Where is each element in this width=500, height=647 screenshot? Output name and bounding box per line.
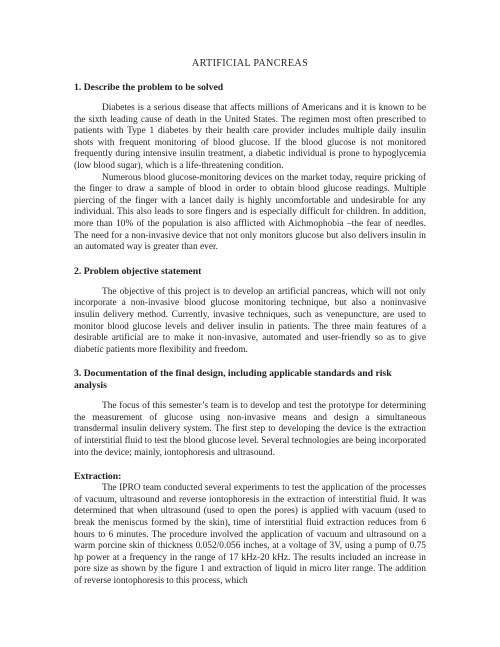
document-title: ARTIFICIAL PANCREAS: [191, 58, 309, 69]
extraction-heading: Extraction:: [74, 471, 122, 483]
section-2: [74, 266, 426, 357]
extraction-section: [74, 471, 426, 587]
section-1-paragraph-1: Diabetes is a serious disease that affects millions of Americans and it is known to be the sixth leading cause of death in the United States. The regimen most often prescribed to patients with Type 1 diabetes by their health care provider includes multiple daily insulin shots with frequent monitoring of blood glucose. If the blood glucose is not monitored frequently during intensive insulin treatment, a diabetic individual is prone to hypoglycemia (low blood sugar), which is a life-threatening condition.: [74, 103, 426, 171]
section-2-heading: 2. Problem objective statement: [74, 265, 202, 277]
section-1-paragraph-2: Numerous blood glucose-monitoring devices on the market today, require pricking of the finger to draw a sample of blood in order to obtain blood glucose readings. Multiple piercing of the finger with a lancet daily is highly uncomfortable and undesirable for any individual. This also leads to sore fingers and is especially difficult for children. In addition, more than 10% of the population is also afflicted with Aichmophobia –the fear of needles. The need for a non-invasive device that not only monitors glucose but also delivers insulin in an automated way is greater than ever.: [74, 172, 426, 253]
section-1: [74, 82, 426, 254]
section-3: [74, 368, 426, 459]
section-3-heading: 3. Documentation of the final design, including applicable standards and risk analysis: [74, 368, 392, 392]
section-3-paragraph-1: The focus of this semester’s team is to develop and test the prototype for determining the measurement of glucose using non-invasive means and design a simultaneous transdermal insulin delivery system. The first step to developing the device is the extraction of interstitial fluid to test the blood glucose level. Several technologies are being incorporated into the device; mainly, iontophoresis and ultrasound.: [74, 401, 426, 458]
section-1-heading: 1. Describe the problem to be solved: [74, 82, 224, 93]
section-2-paragraph-1: The objective of this project is to develop an artificial pancreas, which will not only incorporate a non-invasive blood glucose monitoring technique, but also a noninvasive insulin delivery method. Currently, invasive techniques, such as venepuncture, are used to monitor blood glucose levels and deliver insulin in patients. The three main features of a desirable artificial are to make it non-invasive, automated and user-friendly so as to give diabetic patients more flexibility and freedom.: [74, 286, 426, 355]
extraction-paragraph: The IPRO team conducted several experiments to test the application of the processes of vacuum, ultrasound and reverse iontophoresis in the extraction of interstitial fluid. It was determined that when ultrasound (used to open the pores) is applied with vacuum (used to break the meniscus formed by the skin), time of interstitial fluid extraction reduces from 6 hours to 6 minutes. The procedure involved the application of vacuum and ultrasound on a warm porcine skin of thickness 0.052/0.056 inches, at a voltage of 3V, using a pump of 0.75 hp power at a frequency in the range of 17 kHz-20 kHz. The results included an increase in pore size as shown by the figure 1 and extraction of liquid in micro liter range. The addition of reverse iontophoresis to this process, which: [74, 483, 426, 586]
